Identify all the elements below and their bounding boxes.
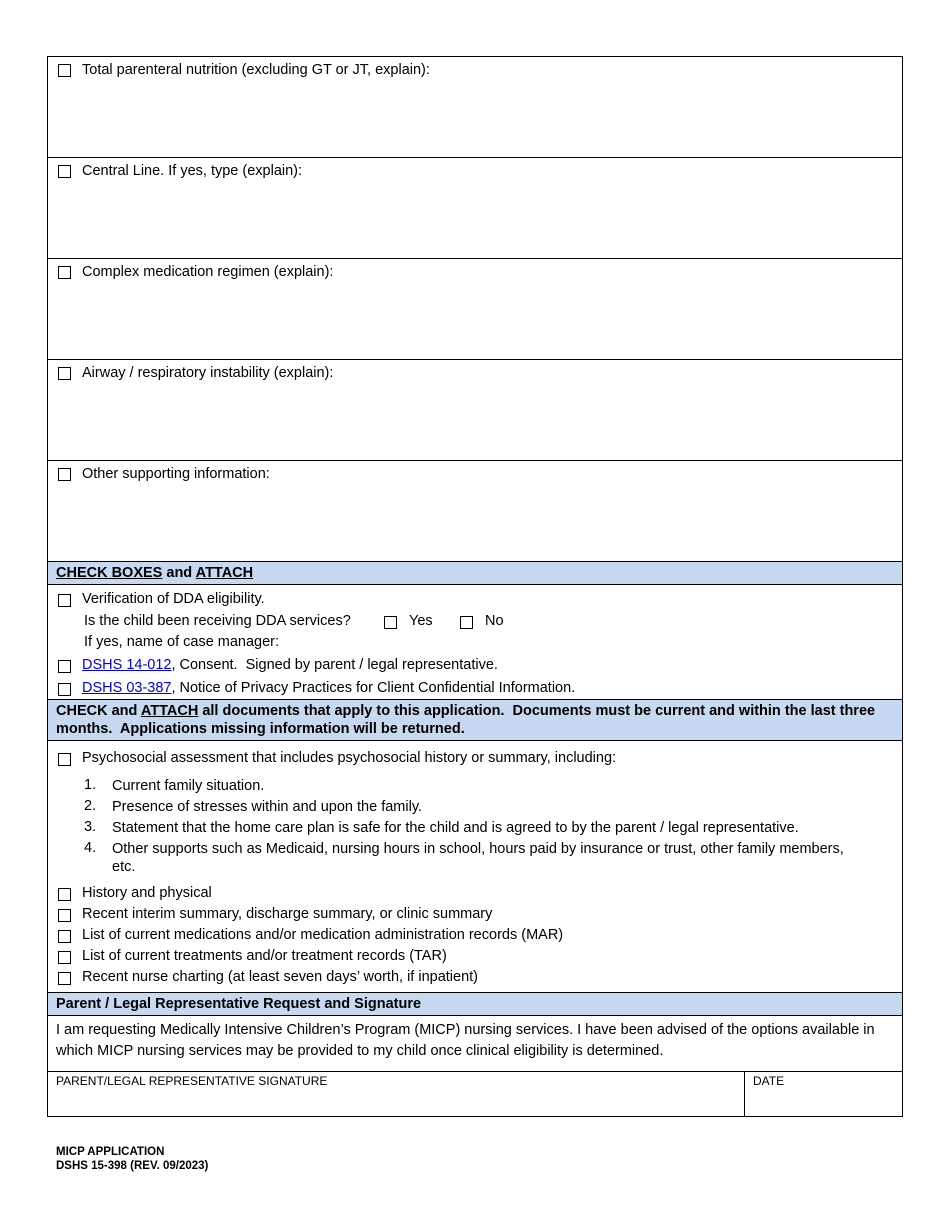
list-item: Presence of stresses within and upon the family. <box>112 799 423 815</box>
question-tpn <box>48 57 902 158</box>
dda-verification-label: Verification of DDA eligibility. <box>82 591 265 607</box>
case-manager-label: If yes, name of case manager: <box>84 634 280 650</box>
micp-form <box>47 56 903 1117</box>
list-number: 3. <box>84 819 97 835</box>
airway-label: Airway / respiratory instability (explain): <box>82 365 334 381</box>
medications-checkbox[interactable] <box>58 930 71 943</box>
dda-services-question: Is the child been receiving DDA services? <box>84 613 351 629</box>
consent-form-link[interactable]: DSHS 14-012 <box>82 657 172 673</box>
interim-summary-label: Recent interim summary, discharge summary, or clinic summary <box>82 906 493 922</box>
list-item: Statement that the home care plan is safe for the child and is agreed to by the parent / legal representative. <box>112 820 799 836</box>
other-info-label: Other supporting information: <box>82 466 270 482</box>
dda-no-label: No <box>485 613 504 629</box>
other-info-checkbox[interactable] <box>58 468 71 481</box>
check-boxes-section <box>48 585 902 700</box>
treatments-checkbox[interactable] <box>58 951 71 964</box>
question-airway <box>48 360 902 461</box>
check-boxes-header: CHECK BOXES and ATTACH <box>48 562 902 585</box>
question-other-info <box>48 461 902 562</box>
nurse-charting-checkbox[interactable] <box>58 972 71 985</box>
attach-documents-header: CHECK and ATTACH all documents that apply to this application. Documents must be current and within the last three months. Applications missing information will be returned. <box>48 700 902 741</box>
date-label: DATE <box>753 1074 785 1088</box>
medication-regimen-label: Complex medication regimen (explain): <box>82 264 334 280</box>
airway-checkbox[interactable] <box>58 367 71 380</box>
signature-field[interactable] <box>48 1072 745 1116</box>
dda-yes-checkbox[interactable] <box>384 616 397 629</box>
tpn-label: Total parenteral nutrition (excluding GT or JT, explain): <box>82 62 430 78</box>
medication-regimen-checkbox[interactable] <box>58 266 71 279</box>
medications-label: List of current medications and/or medication administration records (MAR) <box>82 927 564 943</box>
privacy-form-link[interactable]: DSHS 03-387 <box>82 680 172 696</box>
psychosocial-checkbox[interactable] <box>58 753 71 766</box>
psychosocial-label: Psychosocial assessment that includes psychosocial history or summary, including: <box>82 750 617 766</box>
dda-verification-checkbox[interactable] <box>58 594 71 607</box>
question-medication-regimen <box>48 259 902 360</box>
list-item: Other supports such as Medicaid, nursing hours in school, hours paid by insurance or trust, other family members, etc. <box>112 841 844 875</box>
signature-header: Parent / Legal Representative Request and Signature <box>48 993 902 1016</box>
treatments-label: List of current treatments and/or treatment records (TAR) <box>82 948 447 964</box>
consent-checkbox[interactable] <box>58 660 71 673</box>
list-number: 4. <box>84 840 97 856</box>
consent-text: , Consent. Signed by parent / legal representative. <box>171 657 498 673</box>
form-title: MICP APPLICATION <box>56 1146 165 1158</box>
attach-documents-section <box>48 741 902 993</box>
signature-statement: I am requesting Medically Intensive Children’s Program (MICP) nursing services. I have been advised of the options available in which MICP nursing services may be provided to my child once clinical eligibility is determined. <box>48 1016 902 1072</box>
history-physical-checkbox[interactable] <box>58 888 71 901</box>
history-physical-label: History and physical <box>82 885 212 901</box>
list-item: Current family situation. <box>112 778 265 794</box>
central-line-checkbox[interactable] <box>58 165 71 178</box>
nurse-charting-label: Recent nurse charting (at least seven days’ worth, if inpatient) <box>82 969 478 985</box>
question-central-line <box>48 158 902 259</box>
privacy-text: , Notice of Privacy Practices for Client Confidential Information. <box>171 680 576 696</box>
list-number: 1. <box>84 777 97 793</box>
signature-row <box>48 1072 902 1116</box>
interim-summary-checkbox[interactable] <box>58 909 71 922</box>
central-line-label: Central Line. If yes, type (explain): <box>82 163 303 179</box>
tpn-checkbox[interactable] <box>58 64 71 77</box>
privacy-checkbox[interactable] <box>58 683 71 696</box>
list-number: 2. <box>84 798 97 814</box>
dda-services-row <box>84 613 504 629</box>
form-number: DSHS 15-398 (REV. 09/2023) <box>56 1160 209 1172</box>
signature-label: PARENT/LEGAL REPRESENTATIVE SIGNATURE <box>56 1074 328 1088</box>
form-footer <box>56 1145 208 1173</box>
dda-no-checkbox[interactable] <box>460 616 473 629</box>
dda-yes-label: Yes <box>409 613 433 629</box>
date-field[interactable] <box>745 1072 902 1116</box>
